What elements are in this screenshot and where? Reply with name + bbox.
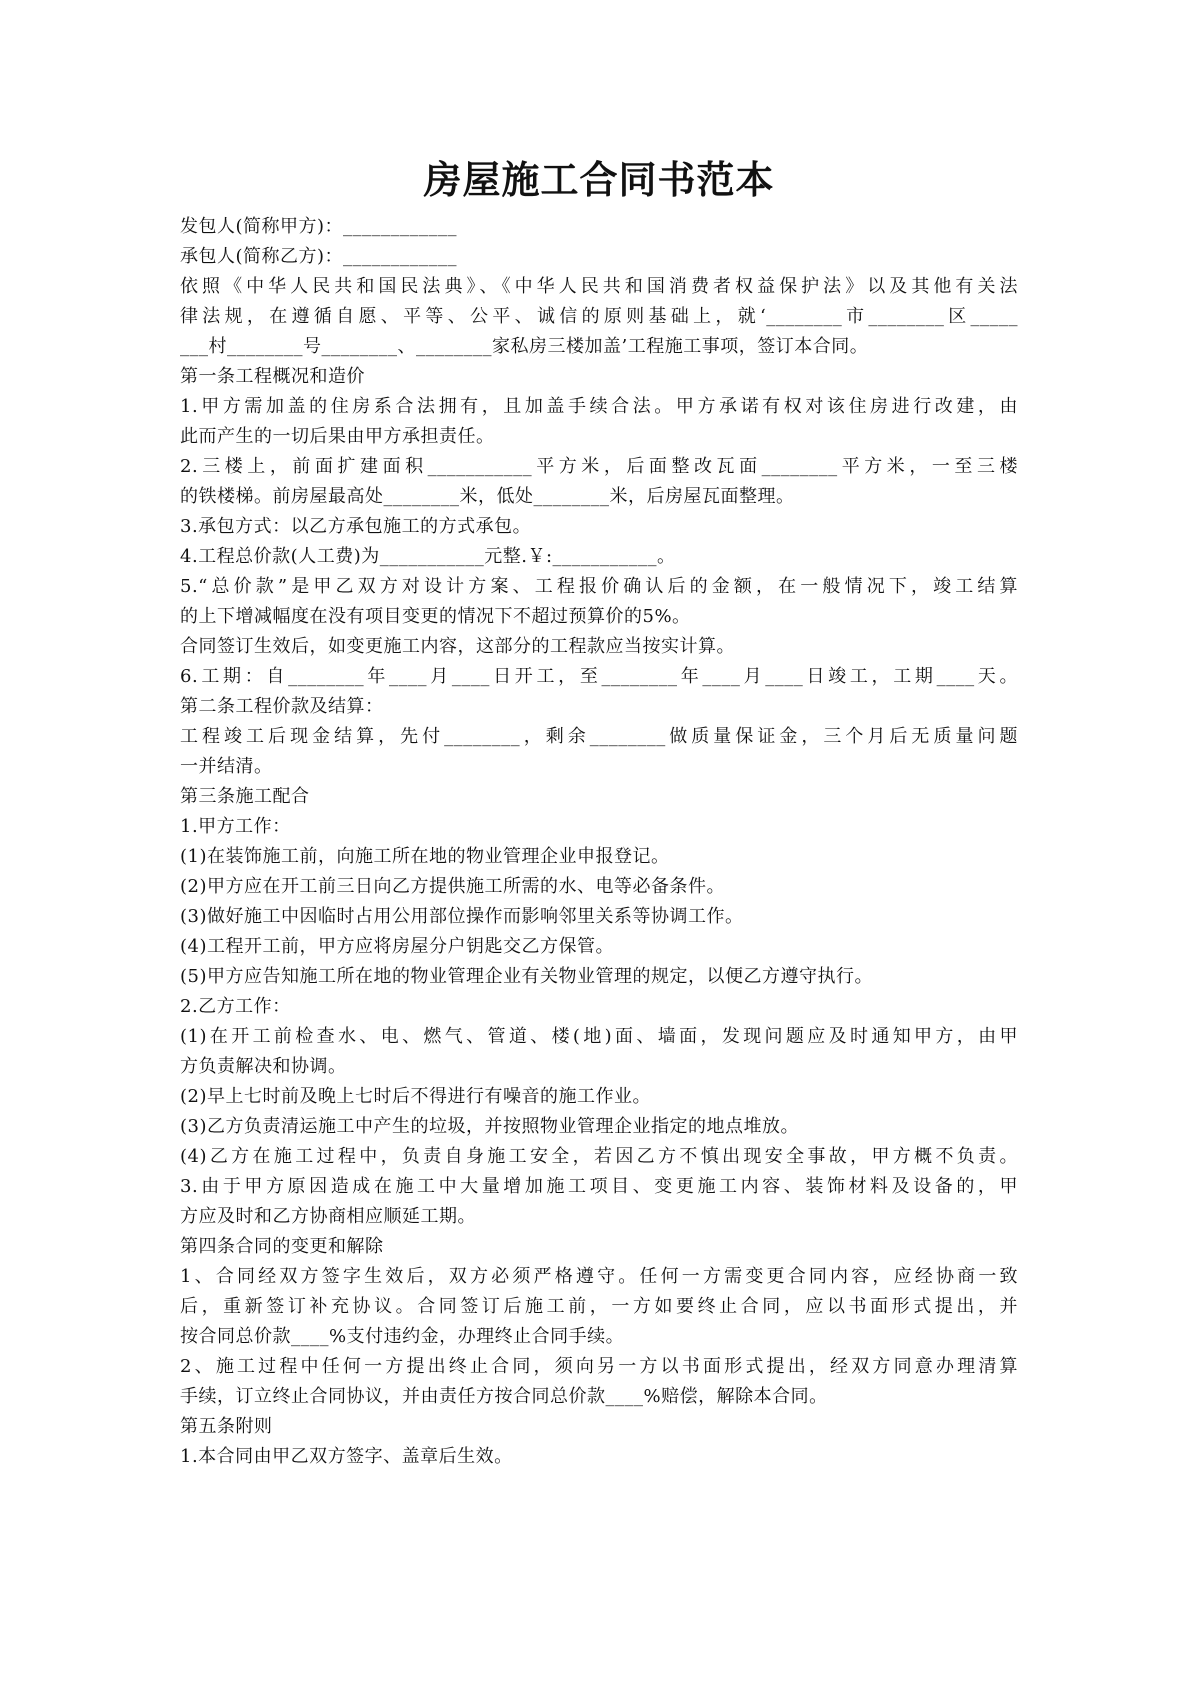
document-line: 手续，订立终止合同协议，并由责任方按合同总价款____%赔偿，解除本合同。 [180, 1386, 828, 1407]
document-line: 律法规，在遵循自愿、平等、公平、诚信的原则基础上，就‘________市________区_____ [180, 306, 1018, 327]
document-line: 方应及时和乙方协商相应顺延工期。 [180, 1206, 476, 1227]
document-line: 5.“总价款”是甲乙双方对设计方案、工程报价确认后的金额，在一般情况下，竣工结算 [180, 576, 1018, 597]
document-line: (5)甲方应告知施工所在地的物业管理企业有关物业管理的规定，以便乙方遵守执行。 [180, 966, 873, 987]
document-line: 1.甲方需加盖的住房系合法拥有，且加盖手续合法。甲方承诺有权对该住房进行改建，由 [180, 396, 1018, 417]
document-line: 第三条施工配合 [180, 786, 310, 807]
document-line: 3.承包方式：以乙方承包施工的方式承包。 [180, 516, 532, 537]
document-line: 工程竣工后现金结算，先付________，剩余________做质量保证金，三个月后无质量问题 [180, 726, 1018, 747]
document-line: 1.本合同由甲乙双方签字、盖章后生效。 [180, 1446, 513, 1467]
document-line: 1.甲方工作： [180, 816, 291, 837]
document-line: 第一条工程概况和造价 [180, 366, 365, 387]
document-line: (2)早上七时前及晚上七时后不得进行有噪音的施工作业。 [180, 1086, 651, 1107]
document-line: 的铁楼梯。前房屋最高处________米，低处________米，后房屋瓦面整理。 [180, 486, 795, 507]
document-line: 方负责解决和协调。 [180, 1056, 347, 1077]
document-line: 第五条附则 [180, 1416, 273, 1437]
document-line: 1、合同经双方签字生效后，双方必须严格遵守。任何一方需变更合同内容，应经协商一致 [180, 1266, 1018, 1287]
document-line: (4)乙方在施工过程中，负责自身施工安全，若因乙方不慎出现安全事故，甲方概不负责。 [180, 1146, 1018, 1167]
document-line: 按合同总价款____%支付违约金，办理终止合同手续。 [180, 1326, 625, 1347]
document-line: 2.三楼上，前面扩建面积___________平方米，后面整改瓦面________平方米，一至三楼 [180, 456, 1018, 477]
document-title: 房屋施工合同书范本 [423, 158, 775, 202]
document-line: (3)做好施工中因临时占用公用部位操作而影响邻里关系等协调工作。 [180, 906, 744, 927]
document-line: (4)工程开工前，甲方应将房屋分户钥匙交乙方保管。 [180, 936, 614, 957]
document-line: 2、施工过程中任何一方提出终止合同，须向另一方以书面形式提出，经双方同意办理清算 [180, 1356, 1018, 1377]
document-line: 的上下增减幅度在没有项目变更的情况下不超过预算价的5%。 [180, 606, 691, 627]
document-line: 3.由于甲方原因造成在施工中大量增加施工项目、变更施工内容、装饰材料及设备的，甲 [180, 1176, 1018, 1197]
document-line: 此而产生的一切后果由甲方承担责任。 [180, 426, 495, 447]
document-line: 发包人(简称甲方)：____________ [180, 216, 458, 237]
document-line: 后，重新签订补充协议。合同签订后施工前，一方如要终止合同，应以书面形式提出，并 [180, 1296, 1018, 1317]
document-line: (1)在开工前检查水、电、燃气、管道、楼(地)面、墙面，发现问题应及时通知甲方，由甲 [180, 1026, 1018, 1047]
document-body [180, 212, 1018, 1472]
document-line: (2)甲方应在开工前三日向乙方提供施工所需的水、电等必备条件。 [180, 876, 725, 897]
document-line: 依照《中华人民共和国民法典》、《中华人民共和国消费者权益保护法》以及其他有关法 [180, 276, 1018, 297]
document-line: ___村________号________、________家私房三楼加盖’工程施工事项，签订本合同。 [180, 336, 869, 357]
document-line: 第四条合同的变更和解除 [180, 1236, 384, 1257]
document-page [180, 150, 1018, 1472]
document-line: 一并结清。 [180, 756, 273, 777]
document-line: 6.工期：自________年____月____日开工，至________年____月____日竣工，工期____天。 [180, 666, 1018, 687]
document-line: (1)在装饰施工前，向施工所在地的物业管理企业申报登记。 [180, 846, 670, 867]
document-line: 第二条工程价款及结算： [180, 696, 384, 717]
document-line: 合同签订生效后，如变更施工内容，这部分的工程款应当按实计算。 [180, 636, 735, 657]
document-line: 承包人(简称乙方)：____________ [180, 246, 458, 267]
document-line: (3)乙方负责清运施工中产生的垃圾，并按照物业管理企业指定的地点堆放。 [180, 1116, 799, 1137]
document-line: 4.工程总价款(人工费)为___________元整.￥:___________。 [180, 546, 676, 567]
document-line: 2.乙方工作： [180, 996, 291, 1017]
